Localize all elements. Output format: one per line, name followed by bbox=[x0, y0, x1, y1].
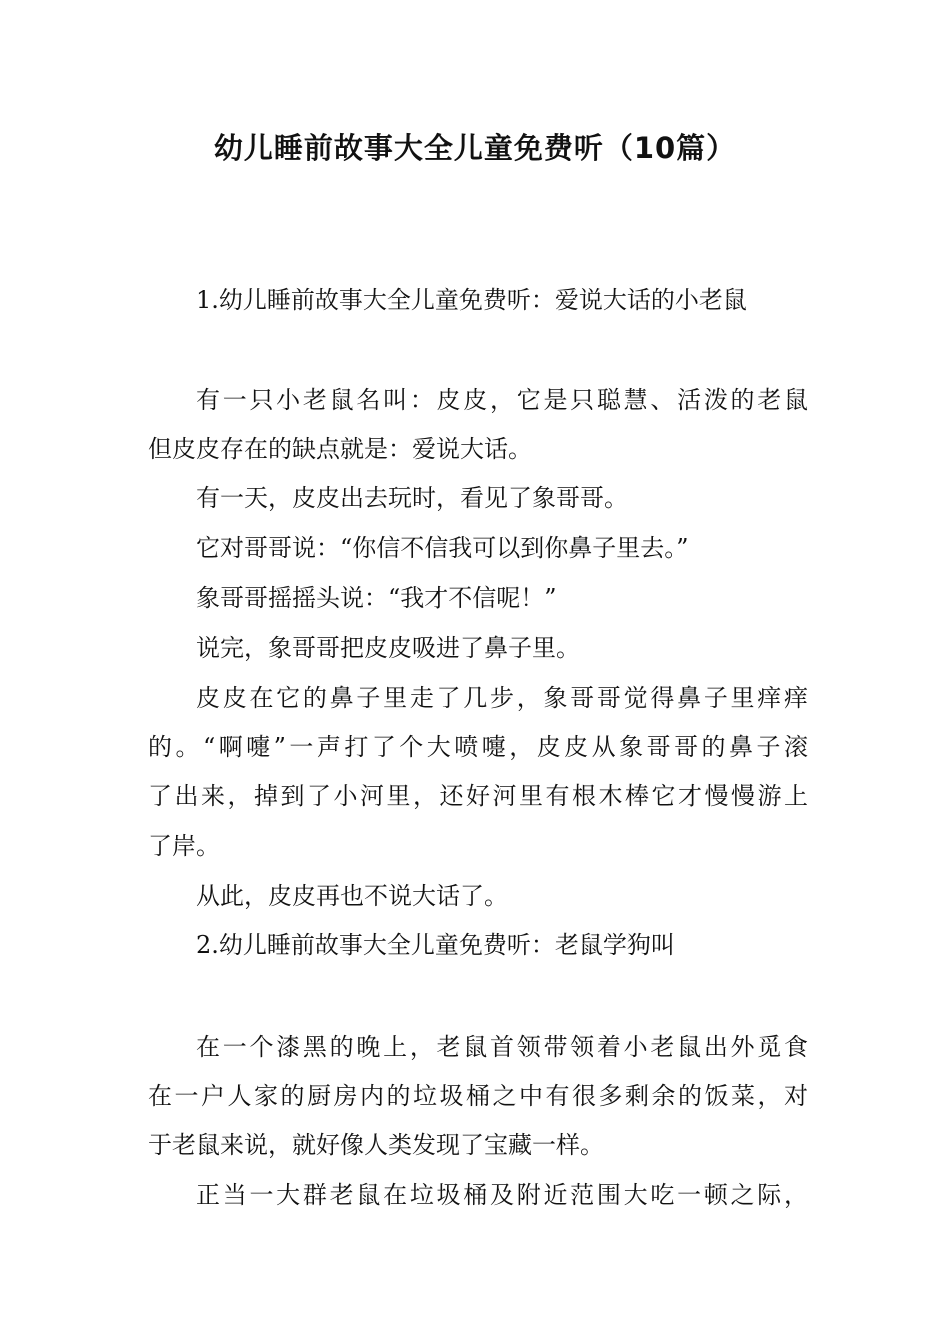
paragraph-line: 了出来，掉到了小河里，还好河里有根木棒它才慢慢游上 bbox=[148, 782, 808, 810]
section-heading-2: 2.幼儿睡前故事大全儿童免费听：老鼠学狗叫 bbox=[196, 931, 675, 959]
paragraph-line: 于老鼠来说，就好像人类发现了宝藏一样。 bbox=[148, 1131, 604, 1159]
section-heading-1: 1.幼儿睡前故事大全儿童免费听：爱说大话的小老鼠 bbox=[196, 286, 747, 314]
paragraph-line: 了岸。 bbox=[148, 832, 220, 860]
paragraph-line: 从此，皮皮再也不说大话了。 bbox=[196, 882, 508, 910]
paragraph-line: 象哥哥摇摇头说：“我才不信呢！” bbox=[196, 584, 557, 612]
paragraph-line: 正当一大群老鼠在垃圾桶及附近范围大吃一顿之际， bbox=[196, 1181, 808, 1209]
paragraph-line: 有一只小老鼠名叫：皮皮，它是只聪慧、活泼的老鼠 bbox=[196, 386, 808, 414]
paragraph-line: 有一天，皮皮出去玩时，看见了象哥哥。 bbox=[196, 484, 628, 512]
paragraph-line: 它对哥哥说：“你信不信我可以到你鼻子里去。” bbox=[196, 534, 689, 562]
paragraph-line: 在一户人家的厨房内的垃圾桶之中有很多剩余的饭菜，对 bbox=[148, 1082, 808, 1110]
document-title: 幼儿睡前故事大全儿童免费听（10篇） bbox=[213, 131, 737, 165]
paragraph-line: 但皮皮存在的缺点就是：爱说大话。 bbox=[148, 435, 532, 463]
paragraph-line: 在一个漆黑的晚上，老鼠首领带领着小老鼠出外觅食 bbox=[196, 1033, 808, 1061]
paragraph-line: 皮皮在它的鼻子里走了几步，象哥哥觉得鼻子里痒痒 bbox=[196, 684, 808, 712]
paragraph-line: 的。“啊嚏”一声打了个大喷嚏，皮皮从象哥哥的鼻子滚 bbox=[148, 733, 808, 761]
paragraph-line: 说完，象哥哥把皮皮吸进了鼻子里。 bbox=[196, 634, 580, 662]
